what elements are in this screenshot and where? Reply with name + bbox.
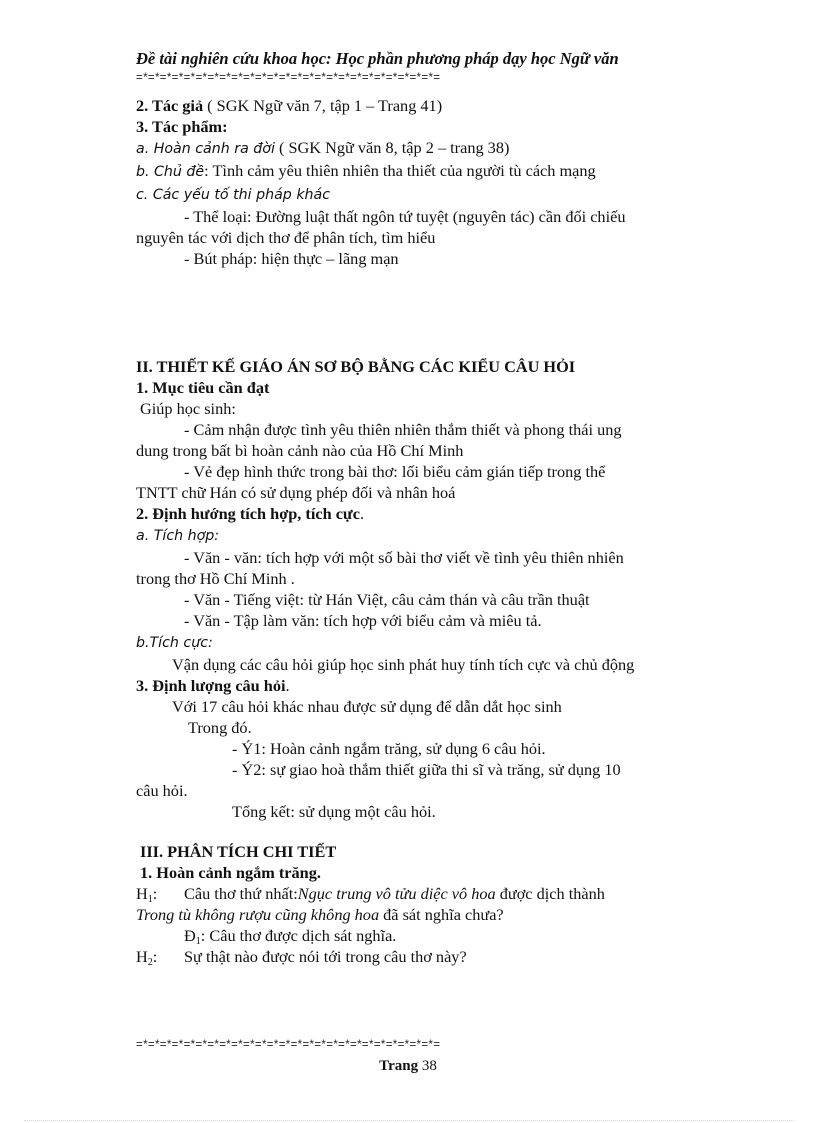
page-boundary-dotted-line (24, 1120, 794, 1122)
question-1-cont (136, 904, 718, 925)
the-loai: - Thể loại: Đường luật thất ngôn tứ tuyệt (nguyên tác) cần đối chiếu (184, 207, 626, 226)
section-tac-gia (136, 95, 718, 116)
giup-hoc-sinh: Giúp học sinh: (140, 399, 236, 418)
tac-pham-a (136, 137, 718, 160)
muc-tieu-1: - Cảm nhận được tình yêu thiên nhiên thắm thiết và phong thái ung (184, 420, 622, 439)
label-thi-phap: c. Các yếu tố thi pháp khác (136, 187, 331, 203)
question-2-text: Sự thật nào được nói tới trong câu thơ này? (184, 947, 467, 966)
label-tich-cuc: b.Tích cực: (136, 635, 213, 651)
y2-cont: câu hỏi. (136, 781, 188, 800)
page-number-value: 38 (418, 1058, 437, 1074)
heading-dinh-huong (136, 503, 718, 524)
heading-tac-pham: 3. Tác phẩm: (136, 117, 228, 136)
question-1 (136, 883, 718, 904)
tich-hop-3: - Văn - Tập làm văn: tích hợp với biểu cảm và miêu tả. (184, 611, 542, 630)
answer-1: $Đ_1$: Câu thơ được dịch sát nghĩa. (184, 926, 397, 947)
question-1-label: $H_1$: (136, 884, 158, 905)
question-1-original-verse: Ngục trung vô tửu diệc vô hoa (297, 884, 496, 903)
heading-part-3: III. PHÂN TÍCH CHI TIẾT (140, 842, 337, 861)
dinh-luong-1: Với 17 câu hỏi khác nhau được sử dụng để dẫn dắt học sinh (172, 697, 562, 716)
page-number (0, 1057, 816, 1075)
footer-divider: =*=*=*=*=*=*=*=*=*=*=*=*=*=*=*=*=*=*=*=*=*=*=*=*=*= (136, 1039, 441, 1051)
heading-part-2: II. THIẾT KẾ GIÁO ÁN SƠ BỘ BẰNG CÁC KIỂU CÂU HỎI (136, 357, 576, 376)
label-tich-hop: a. Tích hợp: (136, 528, 220, 544)
tong-ket: Tổng kết: sử dụng một câu hỏi. (232, 802, 436, 821)
heading-tac-gia: 2. Tác giả (136, 96, 204, 115)
muc-tieu-2: - Vẻ đẹp hình thức trong bài thơ: lối biểu cảm gián tiếp trong thể (184, 462, 606, 481)
tich-cuc-label-row (136, 631, 718, 654)
tac-gia-ref: ( SGK Ngữ văn 7, tập 1 – Trang 41) (203, 96, 443, 115)
tac-pham-b (136, 160, 718, 183)
question-2 (136, 946, 718, 967)
question-1-translated-verse: Trong tù không rượu cũng không hoa (136, 905, 380, 924)
label-hoan-canh: a. Hoàn cảnh ra đời (136, 141, 275, 157)
blank-space (136, 269, 718, 353)
question-1-text-a: Câu thơ thứ nhất: (184, 884, 298, 903)
dinh-luong-title: 3. Định lượng câu hỏi (136, 676, 286, 695)
muc-tieu-2-cont: TNTT chữ Hán có sử dụng phép đối và nhân hoá (136, 483, 456, 502)
tich-cuc-1: Vận dụng các câu hỏi giúp học sinh phát huy tính tích cực và chủ động (172, 655, 635, 674)
tich-hop-1: - Văn - văn: tích hợp với một số bài thơ viết về tình yêu thiên nhiên (184, 548, 624, 567)
question-2-label: $H_2$: (136, 947, 158, 968)
chu-de-text: : Tình cảm yêu thiên nhiên tha thiết của người tù cách mạng (204, 161, 596, 180)
tac-pham-c (136, 183, 718, 206)
dinh-luong-dot: . (285, 676, 290, 695)
heading-dinh-luong (136, 675, 718, 696)
answer-1-text: : Câu thơ được dịch sát nghĩa. (200, 926, 397, 945)
hoan-canh-ref: ( SGK Ngữ văn 8, tập 2 – trang 38) (274, 138, 510, 157)
muc-tieu-1-cont: dung trong bất bì hoàn cảnh nào của Hồ Chí Minh (136, 441, 464, 460)
but-phap: - Bút pháp: hiện thực – lãng mạn (184, 249, 399, 268)
header-divider: =*=*=*=*=*=*=*=*=*=*=*=*=*=*=*=*=*=*=*=*=*=*=*=*=*= (136, 72, 441, 84)
question-1-text-c: đã sát nghĩa chưa? (379, 905, 504, 924)
y1: - Ý1: Hoàn cảnh ngắm trăng, sử dụng 6 câu hỏi. (232, 739, 546, 758)
heading-muc-tieu: 1. Mục tiêu cần đạt (136, 378, 270, 397)
question-1-text-b: được dịch thành (495, 884, 605, 903)
dinh-luong-2: Trong đó. (188, 718, 252, 737)
label-chu-de: b. Chủ đề (136, 164, 205, 180)
y2: - Ý2: sự giao hoà thắm thiết giữa thi sĩ và trăng, sử dụng 10 (232, 760, 621, 779)
dinh-huong-dot: . (359, 504, 365, 523)
dinh-huong-title: 2. Định hướng tích hợp, tích cực (136, 504, 360, 523)
document-body (136, 95, 718, 967)
the-loai-cont: nguyên tác với dịch thơ để phân tích, tìm hiểu (136, 228, 436, 247)
tich-hop-2: - Văn - Tiếng việt: từ Hán Việt, câu cảm thán và câu trần thuật (184, 590, 590, 609)
page-label: Trang (379, 1058, 419, 1074)
tich-hop-1-cont: trong thơ Hồ Chí Minh . (136, 569, 295, 588)
tich-hop-label-row (136, 524, 718, 547)
heading-hoan-canh-ngam-trang: 1. Hoàn cảnh ngắm trăng. (140, 863, 321, 882)
document-header-title: Đề tài nghiên cứu khoa học: Học phần phương pháp dạy học Ngữ văn (136, 49, 619, 68)
